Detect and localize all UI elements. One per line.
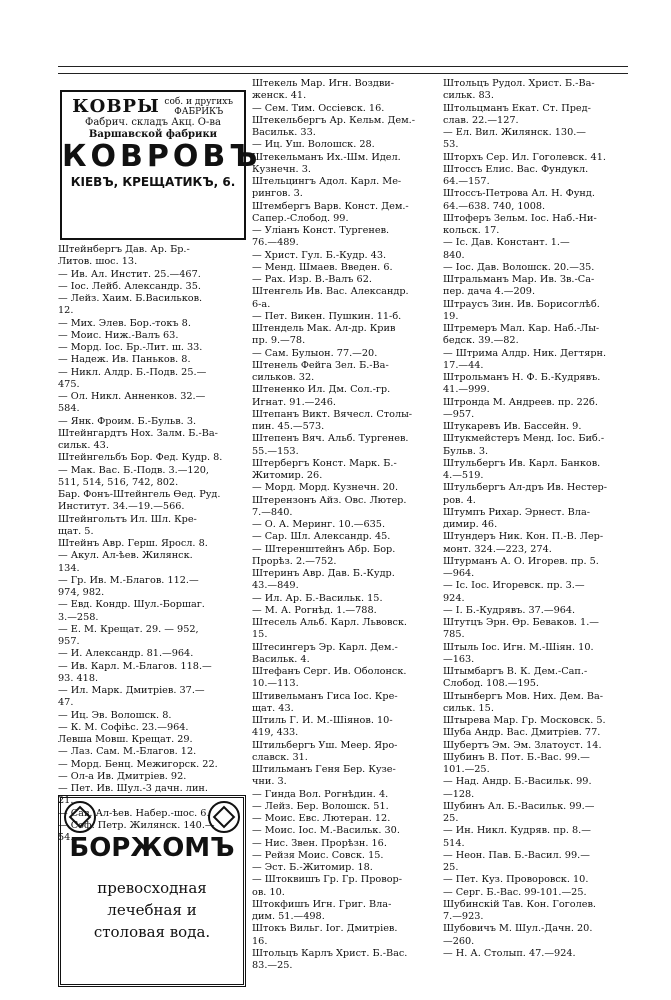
directory-entry-line: Васильк. 33. — [252, 127, 316, 138]
directory-entry-line: 43.—849. — [252, 580, 299, 592]
directory-entry-line: Штембергъ Варв. Конст. Дем.- — [252, 200, 409, 212]
directory-entry-line: — Н. А. Столып. 47.—924. — [443, 947, 576, 959]
directory-entry-line: — Iос. Дав. Волошск. 20.—35. — [443, 261, 595, 273]
directory-entry-line: рингов. 3. — [252, 188, 303, 200]
directory-entry-line: 25. — [443, 813, 459, 824]
directory-entry-line: монт. 324.—223, 274. — [443, 543, 552, 555]
directory-entry-line: 419, 433. — [252, 727, 299, 739]
directory-entry-line: — Лаз. Сам. М.-Благов. 12. — [58, 746, 197, 758]
directory-entry-line: Житомир. 26. — [252, 470, 323, 481]
directory-entry-line: — I. Б.-Кудрявъ. 37.—964. — [443, 604, 576, 616]
directory-entry-line: — Ин. Никл. Кудряв. пр. 8.— — [443, 825, 591, 837]
directory-entry-line: — Пет. Куз. Проворовск. 10. — [443, 874, 589, 886]
directory-entry-line: Штральманъ Мар. Ив. Зв.-Са- — [443, 274, 595, 285]
directory-entry-line: Шубовичъ М. Шул.-Дачн. 20. — [443, 923, 593, 935]
directory-entry-line: —957. — [443, 408, 475, 420]
directory-entry-line: пр. 9.—78. — [252, 335, 306, 347]
directory-entry-line: — Нис. Звен. Прорѣзн. 16. — [252, 837, 387, 849]
directory-entry-line: — Серг. Б.-Вас. 99-101.—25. — [443, 886, 587, 898]
directory-entry-line: 134. — [58, 562, 80, 574]
directory-entry-line: — Улiанъ Конст. Тургенев. — [252, 225, 390, 236]
directory-entry-line: —163. — [443, 653, 475, 665]
directory-entry-line: — Сам. Булыон. 77.—20. — [252, 347, 378, 359]
directory-entry-line: Штильбергъ Уш. Меер. Яро- — [252, 739, 398, 751]
directory-entry-line: 21. — [58, 795, 74, 807]
directory-entry-line: — Гр. Ив. М.-Благов. 112.— — [58, 574, 199, 586]
directory-entry-line: Штокъ Вильг. Iог. Дмитрiев. — [252, 923, 398, 935]
directory-entry-line: — К. М. Софiѣс. 23.—964. — [58, 721, 189, 733]
directory-entry-line: Бар. Фонъ-Штейнгель Өед. Руд. — [58, 489, 221, 500]
directory-entry-line: —964. — [443, 568, 475, 579]
ad-address: КIЕВЪ, КРЕЩАТИКЪ, 6. — [70, 175, 236, 189]
column-3 — [443, 78, 631, 960]
directory-entry-line: — Штоквишъ Гр. Гр. Провор- — [252, 874, 403, 886]
directory-entry-line: Штульбергъ Ал-дръ Ив. Нестер- — [443, 482, 608, 494]
directory-entry-line: пер. дача 4.—209. — [443, 286, 536, 298]
directory-entry-line: — Янк. Фроим. Б.-Бульв. 3. — [58, 415, 197, 427]
directory-entry-line: — Иц. Эв. Волошск. 8. — [58, 709, 172, 721]
directory-entry-line: — М. А. Рогнѣд. 1.—788. — [252, 604, 377, 616]
directory-entry-line: сильк. 83. — [443, 90, 494, 102]
directory-entry-line: — Ел. Вил. Жилянск. 130.— — [443, 127, 586, 138]
borjomi-advertisement — [58, 795, 246, 987]
directory-entry-line: Штрольманъ Н. Ф. Б.-Кудрявъ. — [443, 372, 601, 383]
directory-entry-line: 41.—999. — [443, 384, 490, 396]
directory-entry-line: — Штрима Алдр. Ник. Дегтярн. — [443, 347, 607, 359]
directory-entry-line: — Мак. Вас. Б.-Подв. 3.—120, — [58, 464, 209, 476]
directory-entry-line: 584. — [58, 403, 80, 415]
directory-entry-line: 957. — [58, 636, 80, 647]
directory-entry-line: Васильк. 4. — [252, 653, 310, 665]
directory-entry-line: — Лейз. Бер. Волошск. 51. — [252, 800, 389, 812]
directory-entry-line: Штольцъ Карлъ Христ. Б.-Вас. — [252, 947, 408, 959]
directory-entry-line: — Моис. Ниж.-Валъ 63. — [58, 329, 179, 341]
directory-entry-line: 47. — [58, 697, 74, 709]
directory-entry-line: Штейнгельбъ Бор. Фед. Кудр. 8. — [58, 452, 223, 464]
directory-entry-line: 511, 514, 516, 742, 802. — [58, 476, 179, 488]
directory-entry-line: 4.—519. — [443, 470, 484, 481]
directory-entry-line: 10.—113. — [252, 678, 299, 690]
directory-entry-line: дим. 51.—498. — [252, 911, 325, 922]
directory-entry-line: Шубинъ В. Пот. Б.-Вас. 99.— — [443, 751, 590, 763]
directory-entry-line: 16. — [252, 935, 268, 947]
directory-entry-line: 7.—840. — [252, 506, 293, 518]
directory-entry-line: кольск. 17. — [443, 225, 500, 236]
directory-entry-line: Шубинскiй Тав. Кон. Гоголев. — [443, 898, 596, 910]
directory-entry-line: Шубертъ Эм. Эм. Златоуст. 14. — [443, 739, 602, 751]
directory-entry-line: 15. — [252, 629, 268, 641]
directory-entry-line: — Иц. Уш. Волошск. 28. — [252, 139, 375, 151]
directory-entry-line: чни. 3. — [252, 776, 287, 788]
directory-entry-line: — Морд. Морд. Кузнечн. 20. — [252, 482, 399, 494]
directory-entry-line: Штефанъ Серг. Ив. Оболонск. — [252, 666, 407, 677]
directory-entry-line: Прорѣз. 2.—752. — [252, 555, 337, 567]
directory-entry-line: 53. — [443, 139, 459, 151]
directory-entry-line: 101.—25. — [443, 764, 490, 775]
directory-entry-line: 974, 982. — [58, 587, 105, 598]
directory-entry-line: — Ол-а Ив. Дмитрiев. 92. — [58, 770, 187, 782]
directory-entry-line: 6-а. — [252, 298, 271, 310]
directory-entry-line: 64.—638. 740, 1008. — [443, 200, 546, 212]
directory-entry-line: — Мих. Элев. Бор.-токъ 8. — [58, 317, 191, 329]
directory-entry-line: женск. 41. — [252, 90, 307, 102]
directory-entry-line: Штепанъ Викт. Вячесл. Столы- — [252, 408, 413, 420]
directory-entry-line: слав. 22.—127. — [443, 114, 519, 126]
directory-entry-line: ров. 4. — [443, 494, 476, 506]
directory-entry-line: — Морд. Бенц. Межигорск. 22. — [58, 758, 218, 770]
ad-line-3: столовая вода. — [93, 923, 211, 941]
directory-entry-line: — Никл. Алдр. Б.-Подв. 25.— — [58, 366, 207, 378]
directory-entry-line: Штиль Г. И. М.-Шiянов. 10- — [252, 715, 393, 726]
directory-entry-line: — Лейз. Хаим. Б.Васильков. — [58, 293, 203, 304]
directory-entry-line: Штепенъ Вяч. Альб. Тургенев. — [252, 433, 409, 445]
directory-entry-line: Литов. шос. 13. — [58, 256, 138, 268]
directory-entry-line: Штекельманъ Их.-Шм. Идел. — [252, 151, 401, 163]
directory-entry-line: 93. 418. — [58, 672, 99, 684]
directory-entry-line: — Ол. Никл. Анненков. 32.— — [58, 391, 206, 402]
directory-entry-line: 83.—25. — [252, 960, 293, 971]
directory-entry-line: Штукмейстеръ Менд. Iос. Биб.- — [443, 433, 605, 445]
directory-entry-line: Штендель Мак. Ал-др. Крив — [252, 323, 396, 334]
directory-entry-line: славск. 31. — [252, 751, 308, 763]
directory-entry-line: 12. — [58, 305, 74, 317]
directory-entry-line: Кузнечн. 3. — [252, 163, 311, 175]
directory-entry-line: 54. — [58, 832, 74, 843]
corner-ornament-icon — [208, 801, 240, 833]
directory-entry-line: бедск. 39.—82. — [443, 335, 519, 347]
directory-entry-line: 7.—923. — [443, 911, 484, 922]
ad-word-factories: соб. и другихъ ФАБРИКЪ — [164, 96, 233, 117]
ad-title-borjomi: БОРЖОМЪ — [69, 833, 235, 863]
directory-entry-line: — Над. Андр. Б.-Васильк. 99. — [443, 776, 592, 788]
directory-entry-line: 924. — [443, 592, 465, 604]
directory-entry-line: Штейнъ Авр. Герш. Яросл. 8. — [58, 538, 208, 549]
directory-entry-line: — О. А. Меринг. 10.—635. — [252, 519, 386, 530]
directory-entry-line: Штумпъ Рихар. Эрнест. Вла- — [443, 506, 590, 518]
directory-entry-line: Штымбаргъ В. К. Дем.-Сап.- — [443, 666, 588, 677]
directory-entry-line: Штокфишъ Игн. Григ. Вла- — [252, 898, 392, 910]
directory-entry-line: Штейнбергъ Дав. Ар. Бр.- — [58, 244, 190, 255]
directory-entry-line: — Морд. Iос. Бр.-Лит. ш. 33. — [58, 342, 203, 353]
directory-entry-line: Штильманъ Геня Бер. Кузе- — [252, 764, 396, 775]
directory-entry-line: Штырева Мар. Гр. Московск. 5. — [443, 715, 606, 726]
directory-entry-line: Штекель Мар. Игн. Воздви- — [252, 78, 395, 89]
directory-entry-line: Штерензонъ Айз. Овс. Лютер. — [252, 494, 407, 506]
directory-entry-line: Штольцманъ Екат. Ст. Пред- — [443, 102, 591, 114]
directory-entry-line: 514. — [443, 837, 465, 849]
directory-entry-line: 64.—157. — [443, 176, 490, 187]
directory-entry-line: — Сем. Тим. Осciевск. 16. — [252, 102, 385, 114]
ad-line-2: лечебная и — [107, 901, 197, 919]
directory-entry-line: 19. — [443, 310, 459, 322]
ad-line-1: превосходная — [97, 879, 207, 897]
directory-entry-line: — Гинда Вол. Рогнѣдин. 4. — [252, 788, 389, 800]
ad-line-warehouse: Фабрич. складъ Акц. О-ва — [85, 117, 221, 128]
directory-entry-line: Шуба Андр. Вас. Дмитрiев. 77. — [443, 727, 601, 739]
directory-entry-line: димир. 46. — [443, 519, 498, 530]
directory-entry-line: — Пет. Викен. Пушкин. 11-б. — [252, 310, 402, 322]
directory-entry-line: Штурманъ А. О. Игорев. пр. 5. — [443, 555, 599, 567]
directory-entry-line: сильк. 15. — [443, 702, 494, 714]
directory-entry-line: Штольцъ Рудол. Христ. Б.-Ва- — [443, 78, 595, 89]
directory-entry-line: сильков. 32. — [252, 372, 315, 383]
directory-entry-line: — Iс. Дав. Констант. 1.— — [443, 237, 570, 249]
directory-entry-line: 17.—44. — [443, 359, 484, 371]
directory-entry-line: Штесель Альб. Карл. Львовск. — [252, 617, 408, 628]
directory-entry-line: — Е. М. Крещат. 29. — 952, — [58, 623, 199, 635]
directory-entry-line: щат. 43. — [252, 702, 294, 714]
directory-entry-line: Левша Мовш. Крещат. 29. — [58, 734, 193, 745]
directory-entry-line: — Неон. Пав. Б.-Васил. 99.— — [443, 849, 590, 861]
ad-big-carpets: КОВРОВЪ — [62, 139, 262, 174]
directory-entry-line: Штербергъ Конст. Марк. Б.- — [252, 457, 397, 469]
directory-entry-line: 475. — [58, 378, 80, 390]
directory-entry-line: — Рейзя Моис. Совск. 15. — [252, 849, 384, 861]
directory-entry-line: Штенгель Ив. Вас. Александр. — [252, 286, 409, 298]
directory-entry-line: Штремеръ Мал. Кар. Наб.-Лы- — [443, 323, 600, 334]
directory-entry-line: Штеринъ Авр. Дав. Б.-Кудр. — [252, 568, 395, 579]
directory-entry-line: Слобод. 108.—195. — [443, 678, 540, 690]
directory-entry-line: 785. — [443, 629, 465, 641]
header-rule — [58, 66, 628, 74]
corner-ornament-icon — [64, 801, 96, 833]
ad-word-carpets: КОВРЫ — [72, 96, 160, 117]
directory-entry-line: — Сар. Шл. Александр. 45. — [252, 531, 391, 543]
directory-entry-line: Игнат. 91.—246. — [252, 396, 336, 408]
directory-entry-line: — Моис. Iос. М.-Васильк. 30. — [252, 825, 400, 837]
directory-entry-line: — Сав. Ал-ѣев. Набер.-шос. 6. — [58, 807, 210, 819]
directory-entry-line: — Штеренштейнъ Абр. Бор. — [252, 543, 396, 555]
directory-entry-line: Штундеръ Ник. Кон. П.-В. Лер- — [443, 531, 604, 543]
directory-entry-line: Штененко Ил. Дм. Сол.-гр. — [252, 384, 391, 396]
directory-entry-line: — Евд. Кондр. Шул.-Боршаг. — [58, 599, 205, 611]
directory-entry-line: пин. 45.—573. — [252, 421, 325, 432]
directory-entry-line: — Ил. Марк. Дмитрiев. 37.— — [58, 685, 205, 696]
ad-line-factory: Варшавской фабрики — [88, 129, 218, 140]
directory-entry-line: Штоссъ Елис. Вас. Фундукл. — [443, 163, 589, 175]
directory-entry-line: сильк. 43. — [58, 440, 109, 451]
directory-entry-line: — И. Александр. 81.—964. — [58, 648, 194, 660]
directory-entry-line: —128. — [443, 788, 475, 800]
directory-entry-line: Штрондa М. Андреев. пр. 22б. — [443, 396, 598, 408]
directory-entry-line: — Акул. Ал-ѣев. Жилянск. — [58, 550, 193, 562]
directory-entry-line: Штейнгардтъ Нох. Залм. Б.-Ва- — [58, 427, 218, 439]
directory-entry-line: Штекельбергъ Ар. Кельм. Дем.- — [252, 114, 415, 126]
directory-entry-line: Штукаревъ Ив. Бассейн. 9. — [443, 421, 582, 432]
carpets-advertisement — [60, 90, 262, 240]
column-1 — [58, 244, 248, 844]
directory-entry-line: Сапер.-Слобод. 99. — [252, 212, 349, 224]
directory-entry-line: Штыль Iос. Игн. М.-Шiян. 10. — [443, 641, 594, 653]
directory-entry-line: — Пет. Ив. Шул.-3 дачн. лин. — [58, 783, 208, 794]
directory-entry-line: 76.—489. — [252, 237, 299, 249]
directory-entry-line: Штейнгольтъ Ил. Шл. Кре- — [58, 513, 197, 525]
directory-entry-line: Штынбергъ Мов. Них. Дем. Ва- — [443, 690, 604, 702]
directory-entry-line: Штельцингъ Адол. Карл. Ме- — [252, 176, 402, 187]
directory-entry-line: Штраусъ Зин. Ив. Борисоглѣб. — [443, 298, 600, 310]
directory-entry-line: —260. — [443, 935, 475, 947]
directory-entry-line: Штоферъ Зельм. Iос. Наб.-Ни- — [443, 212, 597, 224]
directory-entry-line: Штивельманъ Гиса Iос. Кре- — [252, 690, 398, 702]
directory-entry-line: — Iс. Iос. Игоревск. пр. 3.— — [443, 580, 585, 592]
directory-entry-line: — Надеж. Ив. Паньков. 8. — [58, 354, 191, 366]
directory-entry-line: 3.—258. — [58, 611, 99, 623]
directory-entry-line: 25. — [443, 862, 459, 873]
directory-entry-line: ов. 10. — [252, 886, 285, 898]
directory-entry-line: — Ил. Ар. Б.-Васильк. 15. — [252, 592, 383, 604]
directory-entry-line: — Менд. Шмаев. Введен. 6. — [252, 261, 393, 273]
directory-entry-line: Штульбергъ Ив. Карл. Банков. — [443, 457, 601, 469]
directory-entry-line: Штутцъ Эрн. Өр. Беваков. 1.— — [443, 617, 599, 628]
directory-entry-line: — Соф. Петр. Жилянск. 140.— — [58, 819, 215, 831]
directory-entry-line: — Моис. Евс. Лютеран. 12. — [252, 813, 391, 824]
directory-entry-line: Штесингеръ Эр. Карл. Дем.- — [252, 641, 398, 653]
directory-entry-line: Шубинъ Ал. Б.-Васильк. 99.— — [443, 800, 595, 812]
directory-entry-line: — Ив. Карл. М.-Благов. 118.— — [58, 660, 212, 672]
directory-entry-line: — Эст. Б.-Житомир. 18. — [252, 862, 373, 873]
directory-entry-line: Шторхъ Сер. Ил. Гоголевск. 41. — [443, 151, 606, 163]
directory-entry-line: Институт. 34.—19.—566. — [58, 501, 185, 513]
directory-entry-line: Штенель Фейга Зел. Б.-Ва- — [252, 359, 389, 371]
directory-entry-line: щат. 5. — [58, 525, 94, 537]
directory-entry-line: Штоссъ-Петрова Ал. Н. Фунд. — [443, 188, 595, 200]
directory-entry-line: — Ив. Ал. Инстит. 25.—467. — [58, 268, 201, 280]
column-2 — [252, 78, 440, 972]
directory-entry-line: 55.—153. — [252, 445, 299, 457]
directory-entry-line: — Христ. Гул. Б.-Кудр. 43. — [252, 249, 387, 261]
directory-entry-line: — Iос. Лейб. Александр. 35. — [58, 280, 201, 292]
directory-entry-line: 840. — [443, 249, 465, 261]
directory-entry-line: — Рах. Изр. В.-Валъ 62. — [252, 274, 372, 285]
directory-entry-line: Бульв. 3. — [443, 445, 489, 457]
